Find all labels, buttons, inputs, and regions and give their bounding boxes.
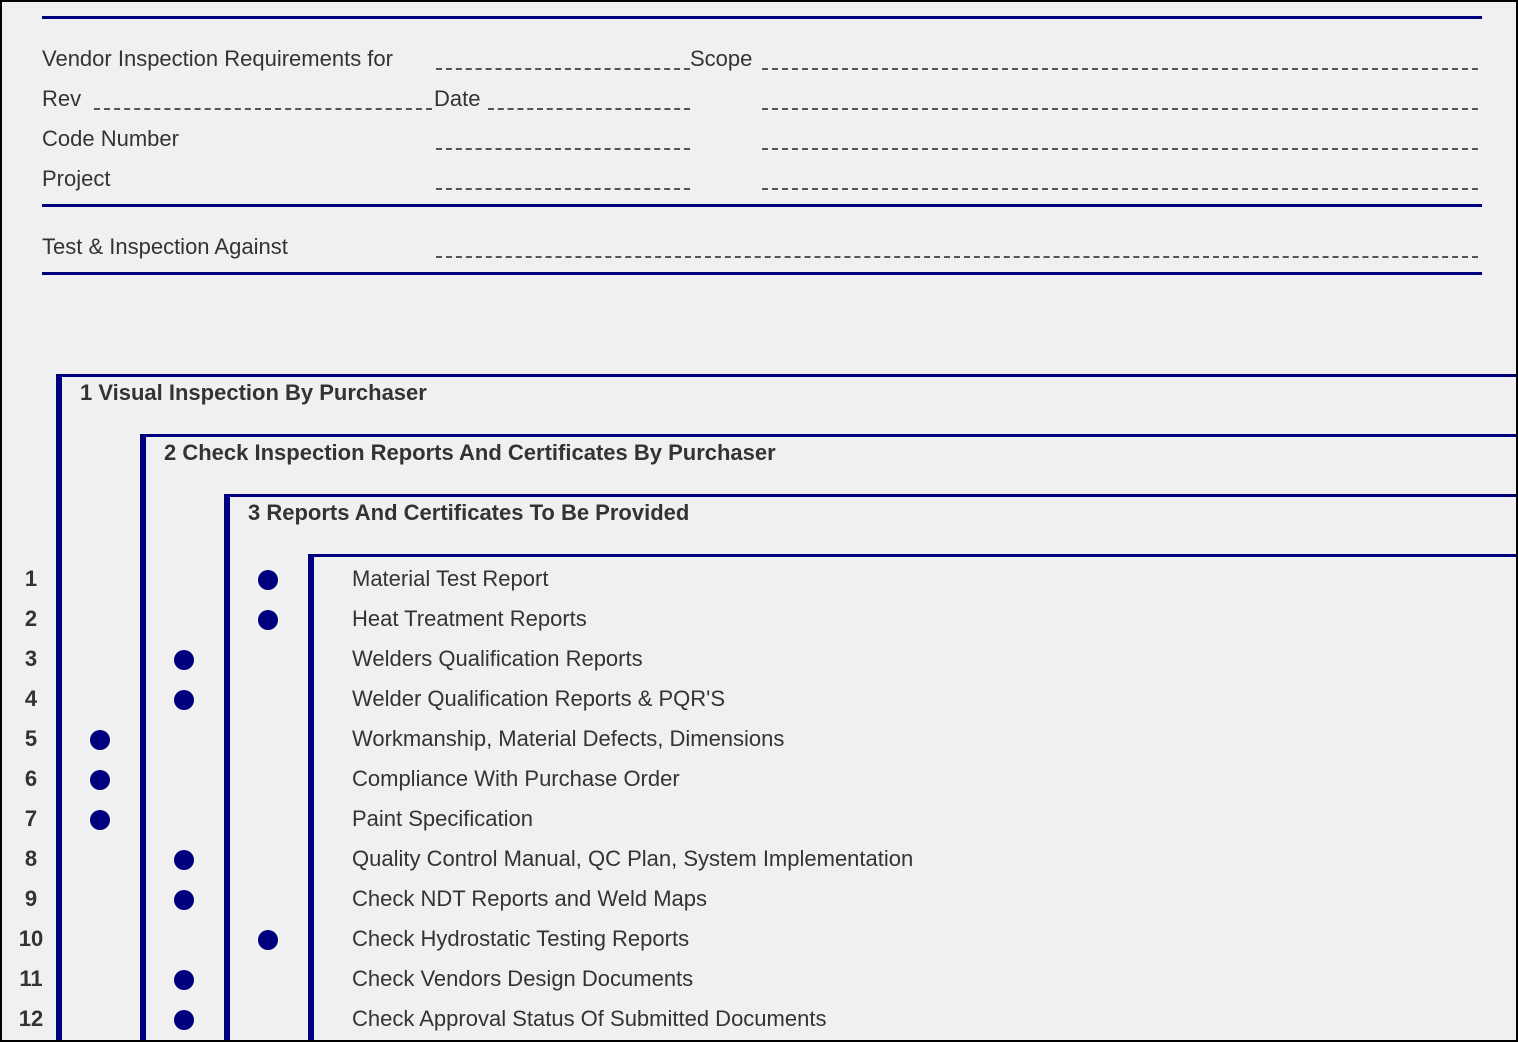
category-2-rule bbox=[140, 434, 1518, 437]
requirement-label: Material Test Report bbox=[352, 566, 549, 591]
items-bracket bbox=[308, 554, 314, 1042]
requirement-label: Check Hydrostatic Testing Reports bbox=[352, 926, 690, 951]
requirement-label: Welder Qualification Reports & PQR'S bbox=[352, 686, 726, 711]
requirement-label: Compliance With Purchase Order bbox=[352, 766, 680, 791]
header-mid-rule bbox=[42, 204, 1482, 207]
project-label: Project bbox=[42, 166, 111, 191]
rev-field[interactable] bbox=[94, 108, 432, 110]
category-1-bracket bbox=[56, 374, 62, 1042]
requirement-label: Paint Specification bbox=[352, 806, 533, 831]
date-label: Date bbox=[434, 86, 481, 111]
requirement-label: Check Vendors Design Documents bbox=[352, 966, 694, 991]
row-number: 5 bbox=[24, 726, 38, 751]
items-rule bbox=[308, 554, 1518, 557]
scope-field-line-1[interactable] bbox=[762, 68, 1478, 70]
category-3-label: 3 Reports And Certificates To Be Provided bbox=[248, 500, 690, 525]
row-number: 2 bbox=[24, 606, 38, 631]
code-number-label: Code Number bbox=[42, 126, 179, 151]
rev-label: Rev bbox=[42, 86, 82, 111]
category-1-rule bbox=[56, 374, 1518, 377]
header-bottom-rule bbox=[42, 272, 1482, 275]
category-2-label: 2 Check Inspection Reports And Certificates By Purchaser bbox=[164, 440, 776, 465]
category-3-bracket bbox=[224, 494, 230, 1042]
category-marker-dot bbox=[258, 930, 278, 950]
scope-field-line-2[interactable] bbox=[762, 108, 1478, 110]
row-number: 4 bbox=[24, 686, 38, 711]
vendor-label: Vendor Inspection Requirements for bbox=[42, 46, 393, 71]
row-number: 12 bbox=[18, 1006, 44, 1031]
requirement-label: Welders Qualification Reports bbox=[352, 646, 643, 671]
row-number: 6 bbox=[24, 766, 38, 791]
category-marker-dot bbox=[174, 1010, 194, 1030]
row-number: 11 bbox=[19, 966, 43, 991]
row-number: 10 bbox=[18, 926, 44, 951]
scope-label: Scope bbox=[690, 46, 753, 71]
category-2-bracket bbox=[140, 434, 146, 1042]
row-number: 9 bbox=[24, 886, 38, 911]
date-field[interactable] bbox=[488, 108, 690, 110]
category-marker-dot bbox=[174, 890, 194, 910]
category-marker-dot bbox=[174, 970, 194, 990]
category-marker-dot bbox=[174, 690, 194, 710]
row-number: 7 bbox=[24, 806, 38, 831]
category-marker-dot bbox=[174, 850, 194, 870]
scope-field-line-4[interactable] bbox=[762, 188, 1478, 190]
vendor-field[interactable] bbox=[436, 68, 690, 70]
category-marker-dot bbox=[174, 650, 194, 670]
code-number-field[interactable] bbox=[436, 148, 690, 150]
requirement-label: Check NDT Reports and Weld Maps bbox=[352, 886, 707, 911]
row-number: 8 bbox=[24, 846, 38, 871]
header-top-rule bbox=[42, 16, 1482, 19]
category-marker-dot bbox=[90, 730, 110, 750]
category-3-rule bbox=[224, 494, 1518, 497]
category-marker-dot bbox=[90, 810, 110, 830]
category-1-label: 1 Visual Inspection By Purchaser bbox=[80, 380, 427, 405]
category-marker-dot bbox=[258, 610, 278, 630]
row-number: 1 bbox=[24, 566, 38, 591]
requirement-label: Quality Control Manual, QC Plan, System Implementation bbox=[352, 846, 914, 871]
category-marker-dot bbox=[258, 570, 278, 590]
project-field[interactable] bbox=[436, 188, 690, 190]
row-number: 3 bbox=[24, 646, 38, 671]
requirement-label: Workmanship, Material Defects, Dimensions bbox=[352, 726, 785, 751]
requirement-label: Heat Treatment Reports bbox=[352, 606, 587, 631]
category-marker-dot bbox=[90, 770, 110, 790]
scope-field-line-3[interactable] bbox=[762, 148, 1478, 150]
test-inspection-field[interactable] bbox=[436, 256, 1478, 258]
test-inspection-label: Test & Inspection Against bbox=[42, 234, 288, 259]
requirement-label: Check Approval Status Of Submitted Documents bbox=[352, 1006, 827, 1031]
